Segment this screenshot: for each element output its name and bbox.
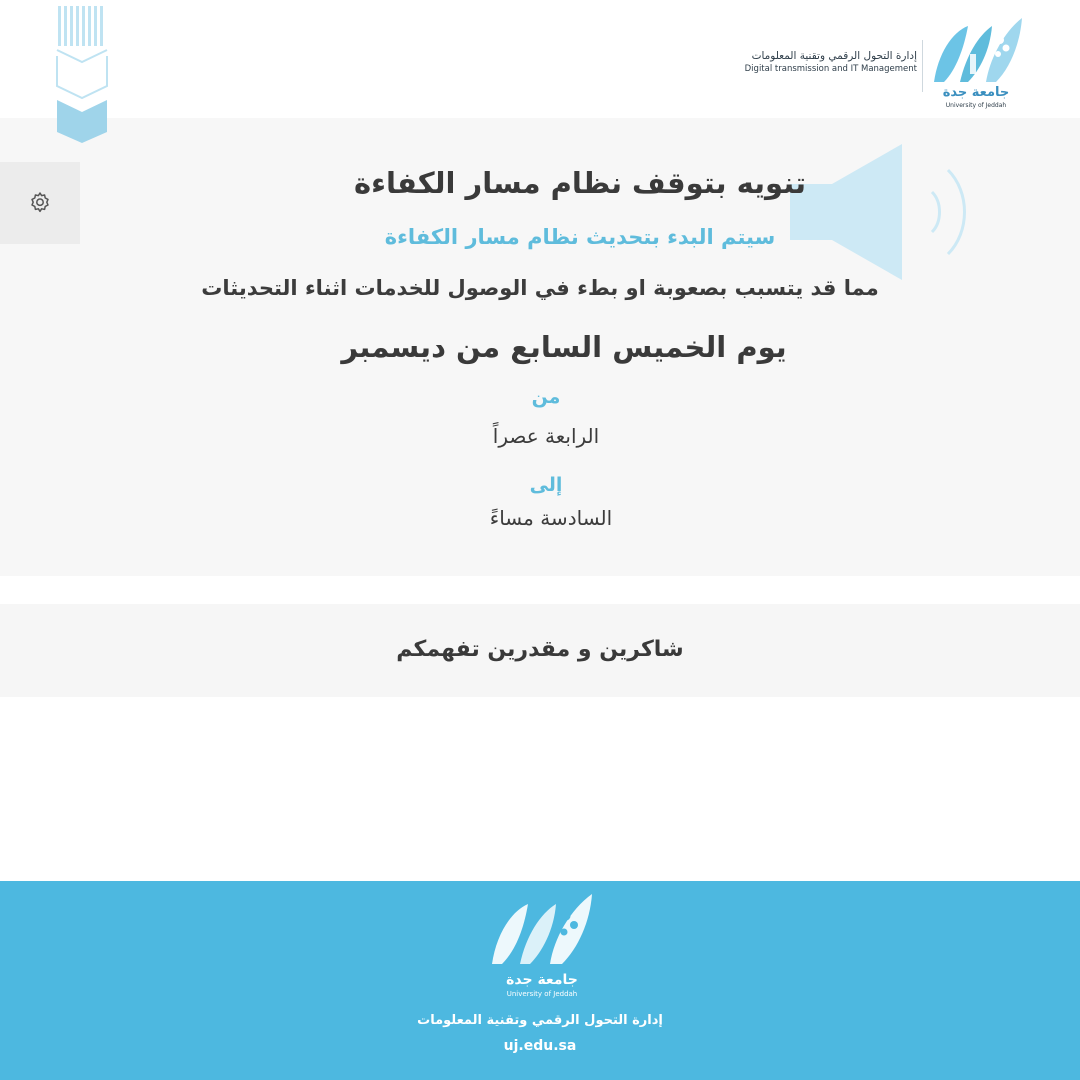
- university-logo-icon: [930, 14, 1026, 112]
- department-name-en: Digital transmission and IT Management: [744, 64, 917, 74]
- speaker-icon: [786, 142, 976, 282]
- header-divider: [922, 40, 923, 92]
- top-header: [0, 0, 1080, 118]
- notice-title: تنويه بتوقف نظام مسار الكفاءة: [354, 166, 806, 200]
- notice-subtitle: سيتم البدء بتحديث نظام مسار الكفاءة: [384, 225, 776, 249]
- footer-university-logo-icon: [488, 890, 596, 1002]
- from-label: من: [531, 386, 561, 408]
- header-logo-en: University of Jeddah: [945, 102, 1007, 109]
- to-label: إلى: [529, 474, 563, 496]
- footer-website-link[interactable]: uj.edu.sa: [503, 1038, 577, 1054]
- from-time: الرابعة عصراً: [492, 424, 600, 448]
- bookmark-decoration-icon: [56, 0, 108, 144]
- footer-logo-ar: جامعة جدة: [506, 972, 578, 988]
- header-logo-ar: جامعة جدة: [942, 85, 1010, 100]
- department-name-ar: إدارة التحول الرقمي وتقنية المعلومات: [751, 50, 917, 62]
- footer-department-name: إدارة التحول الرقمي وتقنية المعلومات: [417, 1013, 663, 1028]
- thanks-message: شاكرين و مقدرين تفهمكم: [396, 637, 684, 662]
- to-time: السادسة مساءً: [489, 506, 613, 530]
- notice-date: يوم الخميس السابع من ديسمبر: [341, 330, 787, 364]
- footer-logo-en: University of Jeddah: [506, 990, 578, 998]
- notice-description: مما قد يتسبب بصعوبة او بطء في الوصول للخدمات اثناء التحديثات: [201, 276, 879, 300]
